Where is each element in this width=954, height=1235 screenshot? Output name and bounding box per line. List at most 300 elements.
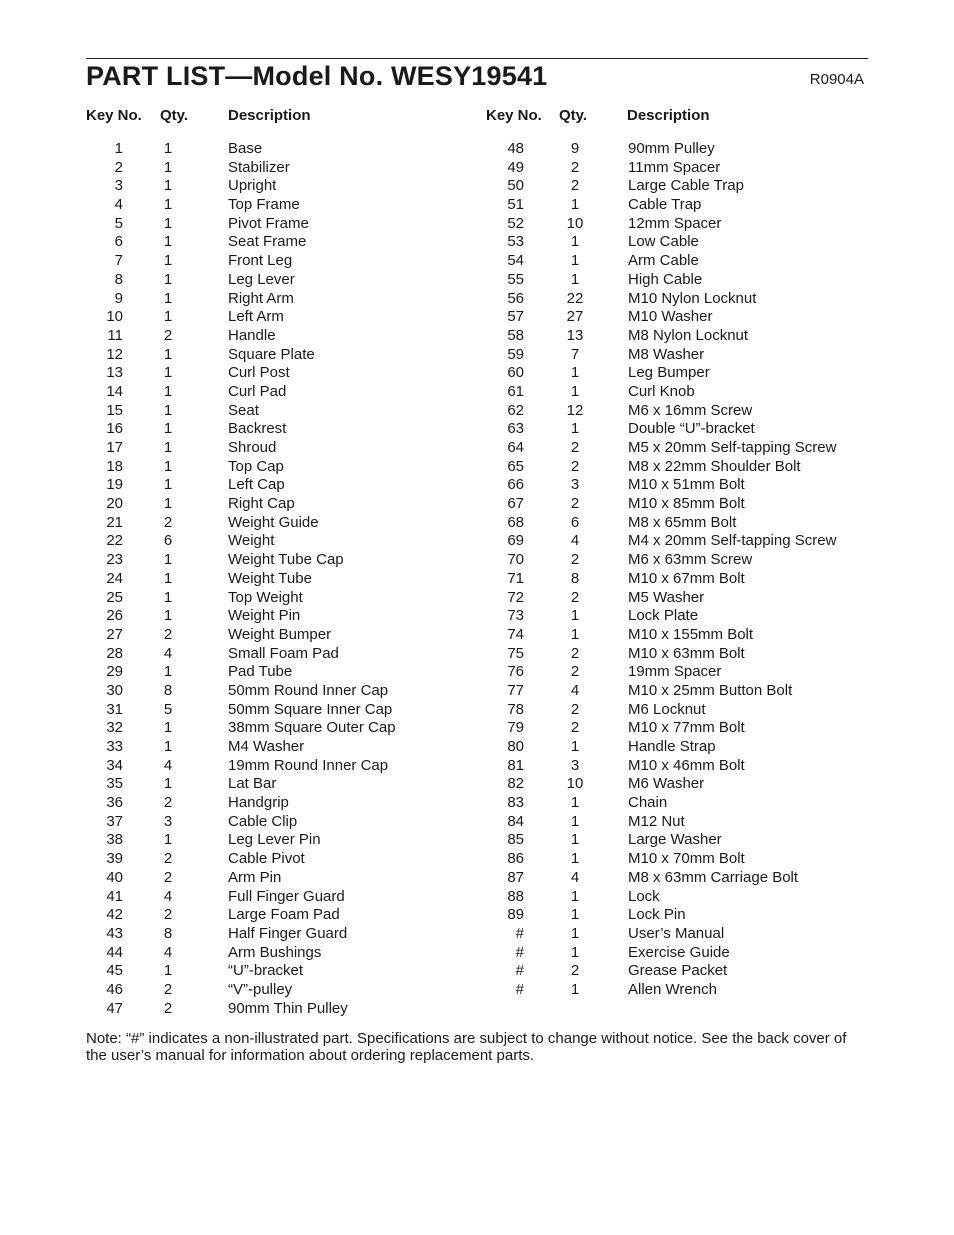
part-description: Exercise Guide — [628, 943, 730, 961]
part-key-no: 59 — [507, 345, 524, 363]
part-qty: 1 — [570, 364, 580, 382]
part-description: Arm Bushings — [228, 943, 322, 961]
part-key-no: 32 — [106, 719, 123, 737]
part-row — [86, 869, 486, 888]
part-row — [486, 420, 886, 439]
part-row — [486, 701, 886, 720]
part-key-no: 88 — [507, 887, 524, 905]
part-key-no: 65 — [507, 457, 524, 475]
part-row — [86, 290, 486, 309]
part-key-no: 72 — [507, 588, 524, 606]
part-key-no: 29 — [106, 663, 123, 681]
part-row — [86, 589, 486, 608]
part-key-no: 70 — [507, 551, 524, 569]
part-row — [86, 888, 486, 907]
part-row — [86, 420, 486, 439]
part-qty: 2 — [570, 551, 580, 569]
part-qty: 1 — [570, 196, 580, 214]
part-description: Large Cable Trap — [628, 177, 744, 195]
part-row — [486, 215, 886, 234]
part-description: Weight Pin — [228, 607, 301, 625]
part-key-no: 6 — [114, 233, 123, 251]
part-description: 19mm Spacer — [628, 663, 722, 681]
part-key-no: 1 — [114, 140, 123, 157]
part-description: Weight Tube — [228, 569, 312, 587]
part-qty: 3 — [570, 476, 580, 494]
part-row — [86, 645, 486, 664]
part-key-no: 35 — [106, 775, 123, 793]
part-key-no: 23 — [106, 551, 123, 569]
part-qty: 1 — [570, 382, 580, 400]
part-key-no: 40 — [106, 868, 123, 886]
part-key-no: 48 — [507, 140, 524, 157]
part-description: Left Cap — [228, 476, 285, 494]
part-description: Cable Trap — [628, 196, 702, 214]
part-qty: 1 — [163, 738, 173, 755]
part-description: M10 x 85mm Bolt — [628, 495, 745, 513]
part-qty: 1 — [163, 476, 173, 494]
part-row — [486, 738, 886, 757]
part-row — [86, 140, 486, 159]
part-description: “U”-bracket — [228, 962, 304, 980]
part-key-no: 36 — [106, 794, 123, 812]
part-row — [486, 944, 886, 963]
part-qty: 1 — [163, 831, 173, 849]
part-description: Left Arm — [228, 308, 284, 326]
header-description: Description — [228, 107, 311, 124]
header-key-no: Key No. — [86, 107, 142, 124]
part-row — [86, 607, 486, 626]
part-qty: 27 — [566, 308, 584, 326]
part-description: M10 Washer — [628, 308, 713, 326]
part-qty: 1 — [163, 140, 173, 157]
part-qty: 1 — [163, 607, 173, 625]
part-key-no: 50 — [507, 177, 524, 195]
part-qty: 12 — [566, 401, 584, 419]
part-description: Lat Bar — [228, 775, 277, 793]
top-rule — [86, 58, 868, 59]
part-qty: 1 — [163, 364, 173, 382]
part-qty: 1 — [570, 887, 580, 905]
page-title: PART LIST—Model No. WESY19541 — [86, 61, 548, 91]
part-description: Lock — [628, 887, 660, 905]
part-key-no: 85 — [507, 831, 524, 849]
part-qty: 1 — [570, 831, 580, 849]
part-key-no: # — [515, 980, 524, 998]
part-description: Seat — [228, 401, 259, 419]
part-description: Top Weight — [228, 588, 303, 606]
part-qty: 2 — [163, 513, 173, 531]
part-row — [86, 532, 486, 551]
part-key-no: 13 — [106, 364, 123, 382]
part-row — [86, 906, 486, 925]
part-key-no: 71 — [507, 569, 524, 587]
part-description: 19mm Round Inner Cap — [228, 756, 389, 774]
part-key-no: 20 — [106, 495, 123, 513]
part-key-no: 55 — [507, 270, 524, 288]
part-row — [86, 682, 486, 701]
part-qty: 2 — [163, 326, 173, 344]
part-key-no: 27 — [106, 625, 123, 643]
part-qty: 1 — [163, 569, 173, 587]
part-qty: 8 — [163, 681, 173, 699]
part-key-no: 37 — [106, 812, 123, 830]
part-description: M8 x 22mm Shoulder Bolt — [628, 457, 801, 475]
part-key-no: 82 — [507, 775, 524, 793]
part-row — [486, 981, 886, 1000]
part-description: Upright — [228, 177, 277, 195]
part-qty: 1 — [570, 812, 580, 830]
part-description: Cable Pivot — [228, 850, 305, 868]
part-qty: 10 — [566, 775, 584, 793]
part-qty: 2 — [570, 457, 580, 475]
part-qty: 2 — [163, 625, 173, 643]
part-description: M6 x 16mm Screw — [628, 401, 753, 419]
part-row — [486, 551, 886, 570]
part-row — [86, 346, 486, 365]
header-key-no: Key No. — [486, 107, 542, 124]
part-qty: 22 — [566, 289, 584, 307]
part-description: M4 Washer — [228, 738, 305, 755]
part-description: M8 Nylon Locknut — [628, 326, 749, 344]
part-row — [86, 757, 486, 776]
part-row — [486, 140, 886, 159]
part-description: Handle Strap — [628, 738, 716, 755]
part-qty: 1 — [570, 794, 580, 812]
part-key-no: 24 — [106, 569, 123, 587]
part-qty: 4 — [163, 887, 173, 905]
header-description: Description — [627, 107, 710, 124]
part-key-no: 69 — [507, 532, 524, 550]
part-row — [486, 439, 886, 458]
part-qty: 3 — [570, 756, 580, 774]
part-description: Curl Post — [228, 364, 290, 382]
part-row — [486, 514, 886, 533]
part-qty: 2 — [570, 439, 580, 456]
part-description: 90mm Thin Pulley — [228, 999, 348, 1017]
part-row — [86, 813, 486, 832]
part-description: M8 x 63mm Carriage Bolt — [628, 868, 799, 886]
part-row — [86, 271, 486, 290]
part-row — [86, 738, 486, 757]
part-row — [86, 458, 486, 477]
part-qty: 2 — [163, 980, 173, 998]
part-qty: 1 — [163, 289, 173, 307]
part-row — [86, 962, 486, 981]
part-description: Arm Cable — [628, 252, 699, 270]
part-row — [486, 570, 886, 589]
part-description: M5 Washer — [628, 588, 705, 606]
part-row — [486, 308, 886, 327]
part-key-no: 87 — [507, 868, 524, 886]
part-qty: 1 — [163, 775, 173, 793]
part-qty: 1 — [163, 233, 173, 251]
part-key-no: 89 — [507, 906, 524, 924]
part-description: Curl Knob — [628, 382, 695, 400]
part-qty: 2 — [163, 850, 173, 868]
part-description: 38mm Square Outer Cap — [228, 719, 396, 737]
part-key-no: 54 — [507, 252, 524, 270]
part-qty: 1 — [163, 588, 173, 606]
part-row — [486, 925, 886, 944]
part-row — [86, 701, 486, 720]
part-row — [86, 551, 486, 570]
part-key-no: 64 — [507, 439, 524, 456]
part-qty: 4 — [570, 681, 580, 699]
part-qty: 1 — [163, 401, 173, 419]
part-row — [86, 981, 486, 1000]
part-qty: 1 — [570, 252, 580, 270]
part-row — [486, 196, 886, 215]
part-description: M10 x 63mm Bolt — [628, 644, 745, 662]
part-description: M4 x 20mm Self-tapping Screw — [628, 532, 837, 550]
part-row — [86, 663, 486, 682]
part-description: Allen Wrench — [628, 980, 717, 998]
part-row — [86, 925, 486, 944]
part-row — [486, 757, 886, 776]
part-key-no: 45 — [106, 962, 123, 980]
part-qty: 4 — [163, 756, 173, 774]
document-code: R0904A — [809, 71, 864, 88]
part-row — [86, 719, 486, 738]
part-description: Base — [228, 140, 263, 157]
part-qty: 1 — [163, 177, 173, 195]
part-row — [486, 626, 886, 645]
part-description: M10 x 67mm Bolt — [628, 569, 745, 587]
part-description: Small Foam Pad — [228, 644, 339, 662]
part-key-no: 19 — [106, 476, 123, 494]
part-qty: 1 — [570, 924, 580, 942]
part-row — [486, 794, 886, 813]
part-row — [86, 775, 486, 794]
part-key-no: 53 — [507, 233, 524, 251]
part-description: User’s Manual — [628, 924, 725, 942]
part-key-no: # — [515, 924, 524, 942]
part-key-no: 11 — [107, 326, 123, 344]
part-key-no: 73 — [507, 607, 524, 625]
part-description: Handgrip — [228, 794, 289, 812]
part-qty: 2 — [570, 158, 580, 176]
part-qty: 1 — [163, 457, 173, 475]
part-key-no: 86 — [507, 850, 524, 868]
part-description: M5 x 20mm Self-tapping Screw — [628, 439, 837, 456]
part-key-no: 28 — [106, 644, 123, 662]
part-description: M8 x 65mm Bolt — [628, 513, 737, 531]
part-key-no: 21 — [106, 513, 123, 531]
part-row — [86, 364, 486, 383]
part-key-no: 25 — [106, 588, 123, 606]
part-key-no: # — [515, 943, 524, 961]
part-key-no: 15 — [106, 401, 123, 419]
part-qty: 1 — [570, 233, 580, 251]
part-description: Chain — [628, 794, 668, 812]
column-header-row — [486, 106, 886, 126]
part-description: Weight Bumper — [228, 625, 332, 643]
part-row — [86, 252, 486, 271]
part-qty: 5 — [163, 700, 173, 718]
part-key-no: 57 — [507, 308, 524, 326]
part-qty: 1 — [163, 270, 173, 288]
part-description: Leg Bumper — [628, 364, 710, 382]
part-row — [486, 346, 886, 365]
part-description: Backrest — [228, 420, 287, 438]
part-row — [86, 626, 486, 645]
column-header-row — [86, 106, 486, 126]
part-description: Pivot Frame — [228, 214, 309, 232]
part-key-no: 16 — [106, 420, 123, 438]
header-qty: Qty. — [160, 107, 189, 124]
part-qty: 2 — [163, 794, 173, 812]
part-description: Curl Pad — [228, 382, 287, 400]
part-row — [86, 794, 486, 813]
part-key-no: 76 — [507, 663, 524, 681]
part-description: Square Plate — [228, 345, 315, 363]
part-description: Stabilizer — [228, 158, 290, 176]
part-description: M12 Nut — [628, 812, 685, 830]
part-description: Lock Plate — [628, 607, 699, 625]
part-qty: 1 — [570, 738, 580, 755]
part-qty: 4 — [570, 532, 580, 550]
part-key-no: 42 — [106, 906, 123, 924]
footnote: Note: “#” indicates a non-illustrated part. Specifications are subject to change without notice. See the back cover of the user’s manual for information about ordering replacement parts. — [86, 1030, 847, 1064]
part-description: Large Foam Pad — [228, 906, 340, 924]
part-list-page — [86, 0, 868, 1235]
part-qty: 2 — [163, 999, 173, 1017]
part-qty: 1 — [570, 850, 580, 868]
part-row — [486, 719, 886, 738]
part-qty: 13 — [566, 326, 584, 344]
part-key-no: 4 — [114, 196, 123, 214]
parts-column-left — [86, 106, 486, 1017]
part-qty: 2 — [570, 700, 580, 718]
part-qty: 1 — [163, 551, 173, 569]
part-description: 11mm Spacer — [628, 158, 721, 176]
part-row — [86, 850, 486, 869]
part-qty: 1 — [163, 962, 173, 980]
part-description: M10 x 77mm Bolt — [628, 719, 745, 737]
part-row — [86, 570, 486, 589]
part-description: M8 Washer — [628, 345, 705, 363]
part-qty: 8 — [163, 924, 173, 942]
part-qty: 1 — [570, 906, 580, 924]
part-row — [486, 663, 886, 682]
part-qty: 7 — [570, 345, 580, 363]
part-key-no: 79 — [507, 719, 524, 737]
part-key-no: 7 — [114, 252, 123, 270]
part-key-no: 46 — [106, 980, 123, 998]
part-description: Half Finger Guard — [228, 924, 348, 942]
header-qty: Qty. — [559, 107, 588, 124]
part-description: Top Frame — [228, 196, 300, 214]
part-row — [486, 383, 886, 402]
part-key-no: 67 — [507, 495, 524, 513]
part-key-no: 8 — [114, 270, 123, 288]
part-qty: 1 — [570, 270, 580, 288]
part-key-no: 41 — [106, 887, 123, 905]
part-row — [486, 476, 886, 495]
part-qty: 2 — [570, 644, 580, 662]
part-key-no: 51 — [507, 196, 524, 214]
part-row — [86, 308, 486, 327]
part-row — [86, 327, 486, 346]
part-qty: 1 — [570, 420, 580, 438]
part-qty: 6 — [570, 513, 580, 531]
part-row — [86, 944, 486, 963]
part-description: M10 Nylon Locknut — [628, 289, 757, 307]
part-key-no: 39 — [106, 850, 123, 868]
part-row — [486, 233, 886, 252]
part-qty: 2 — [570, 177, 580, 195]
part-qty: 10 — [566, 214, 584, 232]
part-row — [486, 177, 886, 196]
part-key-no: 56 — [507, 289, 524, 307]
part-key-no: 10 — [106, 308, 123, 326]
part-description: Handle — [228, 326, 276, 344]
part-row — [486, 850, 886, 869]
part-row — [86, 215, 486, 234]
part-description: M10 x 51mm Bolt — [628, 476, 745, 494]
part-key-no: 30 — [106, 681, 123, 699]
part-qty: 4 — [163, 644, 173, 662]
part-row — [86, 196, 486, 215]
part-description: Front Leg — [228, 252, 293, 270]
part-row — [86, 439, 486, 458]
part-key-no: 74 — [507, 625, 524, 643]
part-qty: 1 — [163, 663, 173, 681]
part-row — [486, 290, 886, 309]
part-qty: 1 — [163, 308, 173, 326]
part-key-no: 12 — [106, 345, 123, 363]
parts-column-right — [486, 106, 886, 998]
part-key-no: 75 — [507, 644, 524, 662]
part-qty: 1 — [570, 943, 580, 961]
part-qty: 1 — [163, 495, 173, 513]
part-qty: 1 — [570, 625, 580, 643]
part-qty: 1 — [163, 214, 173, 232]
part-row — [486, 906, 886, 925]
part-row — [486, 962, 886, 981]
part-row — [86, 402, 486, 421]
part-key-no: # — [515, 962, 524, 980]
part-row — [86, 1000, 486, 1019]
part-key-no: 58 — [507, 326, 524, 344]
part-description: Low Cable — [628, 233, 699, 251]
part-row — [486, 252, 886, 271]
part-key-no: 63 — [507, 420, 524, 438]
part-description: Right Cap — [228, 495, 295, 513]
part-row — [486, 532, 886, 551]
part-row — [486, 327, 886, 346]
part-row — [486, 364, 886, 383]
part-key-no: 60 — [507, 364, 524, 382]
part-qty: 1 — [570, 980, 580, 998]
part-row — [86, 476, 486, 495]
part-row — [86, 233, 486, 252]
part-row — [86, 159, 486, 178]
parts-list-right — [486, 140, 886, 1000]
part-description: Large Washer — [628, 831, 722, 849]
part-key-no: 18 — [106, 457, 123, 475]
parts-list-left — [86, 140, 486, 1018]
part-key-no: 80 — [507, 738, 524, 755]
part-qty: 8 — [570, 569, 580, 587]
part-description: Seat Frame — [228, 233, 307, 251]
part-qty: 1 — [163, 719, 173, 737]
part-key-no: 33 — [106, 738, 123, 755]
part-qty: 1 — [163, 382, 173, 400]
part-qty: 2 — [570, 495, 580, 513]
part-key-no: 52 — [507, 214, 524, 232]
